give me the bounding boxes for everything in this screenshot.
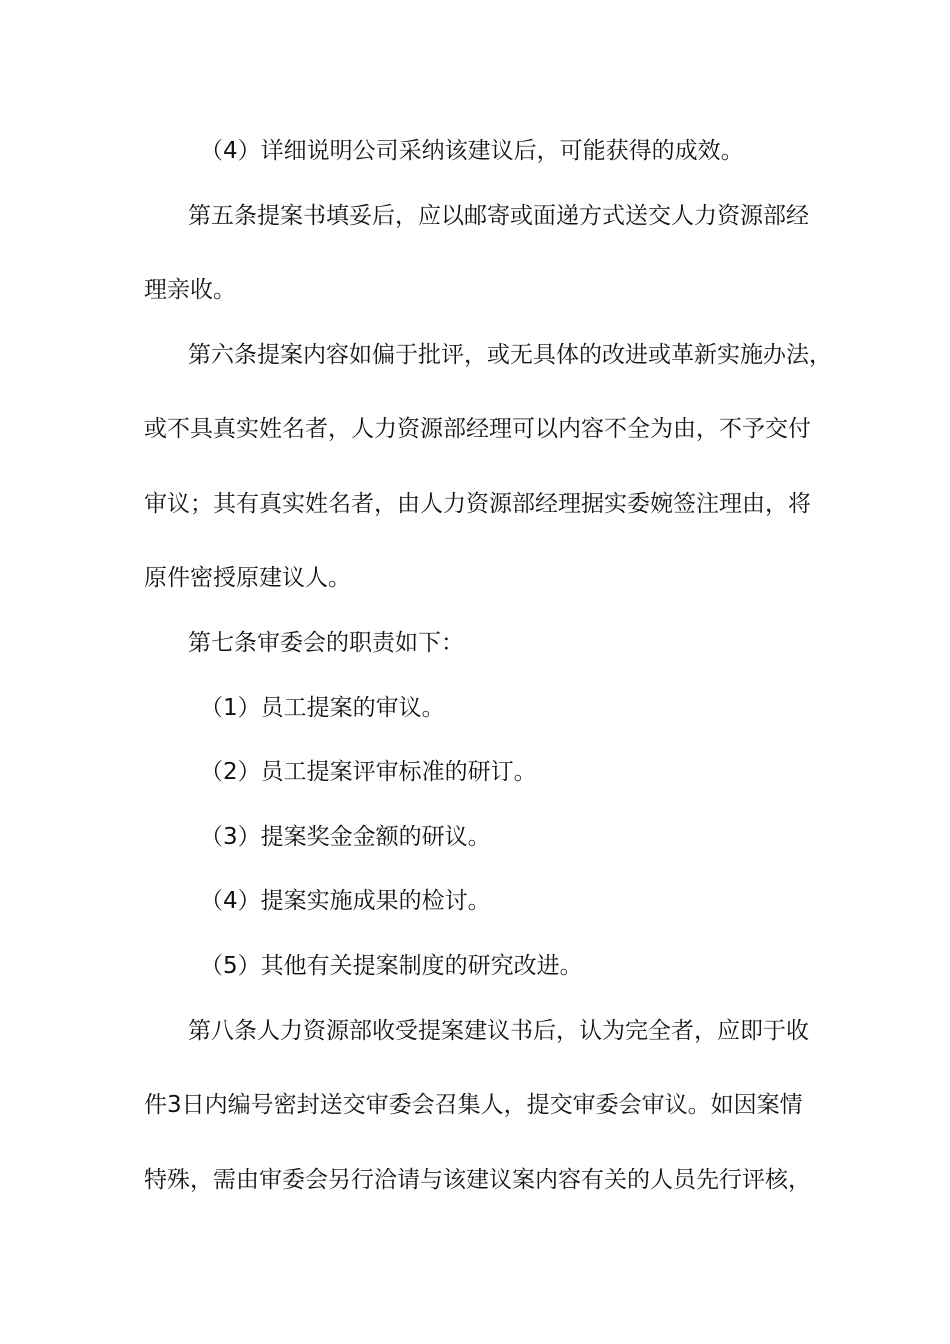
text-line-article-8: 第八条人力资源部收受提案建议书后，认为完全者，应即于收 [188,1018,809,1044]
text-line-article-5-cont: 理亲收。 [144,277,236,303]
text-line-article-5: 第五条提案书填妥后，应以邮寄或面递方式送交人力资源部经 [188,203,809,229]
text-line-item-4-effect: （4）详细说明公司采纳该建议后，可能获得的成效。 [200,138,744,164]
text-line-article-8-cont-2: 特殊，需由审委会另行洽请与该建议案内容有关的人员先行评核， [144,1167,811,1193]
text-line-article-6-cont-1: 或不具真实姓名者，人力资源部经理可以内容不全为由，不予交付 [144,416,811,442]
text-line-article-6-cont-2: 审议；其有真实姓名者，由人力资源部经理据实委婉签注理由，将 [144,491,811,517]
text-line-item-2: （2）员工提案评审标准的研订。 [200,759,537,785]
text-line-article-6-cont-3: 原件密授原建议人。 [144,565,351,591]
text-line-item-4: （4）提案实施成果的检讨。 [200,888,491,914]
text-line-item-5: （5）其他有关提案制度的研究改进。 [200,953,583,979]
text-line-article-7: 第七条审委会的职责如下： [188,630,464,656]
text-line-item-1: （1）员工提案的审议。 [200,695,445,721]
text-line-article-8-cont-1: 件3日内编号密封送交审委会召集人，提交审委会审议。如因案情 [144,1092,803,1118]
text-line-item-3: （3）提案奖金金额的研议。 [200,824,491,850]
text-line-article-6: 第六条提案内容如偏于批评，或无具体的改进或革新实施办法， [188,342,832,368]
